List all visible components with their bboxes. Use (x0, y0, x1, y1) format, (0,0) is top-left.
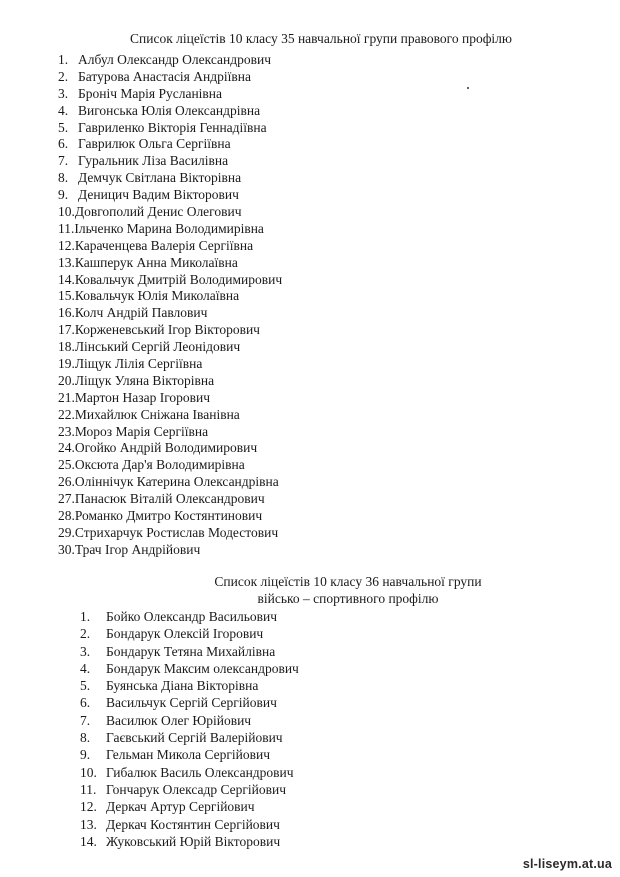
list-item-number: 14. (80, 833, 97, 849)
list-item-number: 6. (58, 136, 69, 152)
list-item (80, 694, 299, 711)
student-name: Мартон Назар Ігорович (74, 389, 211, 405)
list-item (80, 677, 299, 694)
list-item-number: 24. (58, 440, 75, 456)
group-36-title (0, 573, 620, 607)
list-item (58, 457, 282, 474)
list-item (58, 474, 282, 491)
list-item-number: 5. (80, 678, 91, 694)
student-name: Демчук Світлана Вікторівна (78, 170, 242, 186)
student-name: Кашперук Анна Миколаївна (74, 254, 238, 270)
list-item (58, 440, 282, 457)
list-item-number: 4. (58, 102, 69, 118)
list-item-number: 29. (58, 524, 75, 540)
scan-speck (467, 87, 469, 89)
student-name: Батурова Анастасія Андріївна (78, 68, 251, 84)
list-item (80, 816, 299, 833)
list-item (80, 833, 299, 850)
list-item-number: 2. (80, 626, 91, 642)
list-item (58, 170, 282, 187)
list-item (80, 660, 299, 677)
list-item-number: 8. (80, 730, 91, 746)
list-item-number: 13. (80, 816, 97, 832)
list-item (58, 204, 282, 221)
list-item (58, 69, 282, 86)
list-item (58, 508, 282, 525)
student-name: Деркач Костянтин Сергійович (106, 816, 280, 832)
student-name: Ковальчук Юлія Миколаївна (74, 288, 240, 304)
list-item-number: 12. (58, 237, 75, 253)
list-item (58, 136, 282, 153)
student-name: Буянська Діана Вікторівна (106, 678, 259, 694)
list-item (80, 643, 299, 660)
list-item (80, 712, 299, 729)
student-name: Бондарук Максим олександрович (106, 660, 299, 676)
group-35-title: Список ліцеїстів 10 класу 35 навчальної групи правового профілю (130, 31, 513, 46)
list-item (58, 187, 282, 204)
student-name: Трач Ігор Андрійович (74, 541, 201, 557)
list-item-number: 7. (80, 712, 91, 728)
list-item (58, 288, 282, 305)
list-item (80, 746, 299, 763)
student-name: Бойко Олександр Васильович (106, 609, 278, 624)
list-item-number: 18. (58, 339, 75, 355)
list-item (58, 272, 282, 289)
student-name: Деркач Артур Сергійович (106, 799, 255, 815)
list-item-number: 5. (58, 119, 69, 135)
list-item (58, 238, 282, 255)
student-name: Албул Олександр Олександрович (78, 52, 272, 67)
list-item (58, 525, 282, 542)
list-item-number: 1. (58, 52, 69, 67)
student-name: Ковальчук Дмитрій Володимирович (74, 271, 283, 287)
student-name: Ліщук Уляна Вікторівна (74, 372, 215, 388)
group-35-list (58, 52, 282, 559)
student-name: Гаврилюк Ольга Сергіївна (78, 136, 231, 152)
student-name: Ільченко Марина Володимирівна (74, 220, 264, 236)
list-item-number: 6. (80, 695, 91, 711)
list-item-number: 30. (58, 541, 75, 557)
list-item-number: 3. (58, 85, 69, 101)
student-name: Колч Андрій Павлович (74, 305, 208, 321)
student-name: Оксюта Дар'я Володимирівна (74, 457, 245, 473)
list-item-number: 1. (80, 609, 91, 624)
group-36-list (80, 608, 299, 850)
list-item (80, 781, 299, 798)
list-item (58, 221, 282, 238)
list-item (58, 322, 282, 339)
student-name: Броніч Марія Русланівна (78, 85, 223, 101)
list-item (58, 305, 282, 322)
list-item-number: 10. (80, 764, 97, 780)
list-item-number: 7. (58, 153, 69, 169)
list-item-number: 22. (58, 406, 75, 422)
student-name: Панасюк Віталій Олександрович (74, 491, 265, 507)
student-name: Деницич Вадим Вікторович (78, 187, 239, 203)
list-item (58, 373, 282, 390)
student-name: Бондарук Тетяна Михайлівна (106, 643, 276, 659)
list-item-number: 11. (58, 220, 75, 236)
list-item (58, 52, 282, 69)
student-name: Гончарук Олексадр Сергійович (106, 781, 287, 797)
list-item (58, 542, 282, 559)
list-item (58, 103, 282, 120)
list-item-number: 26. (58, 474, 75, 490)
student-name: Огойко Андрій Володимирович (74, 440, 258, 456)
list-item-number: 25. (58, 457, 75, 473)
list-item-number: 13. (58, 254, 75, 270)
list-item-number: 21. (58, 389, 75, 405)
list-item (80, 798, 299, 815)
student-name: Васильчук Сергій Сергійович (106, 695, 277, 711)
list-item (58, 120, 282, 137)
list-item-number: 4. (80, 660, 91, 676)
list-item-number: 20. (58, 372, 75, 388)
list-item-number: 19. (58, 356, 75, 372)
student-name: Гавриленко Вікторія Геннадіївна (78, 119, 267, 135)
list-item-number: 12. (80, 799, 97, 815)
student-name: Лінський Сергій Леонідович (74, 339, 241, 355)
site-watermark[interactable]: sl-liseym.at.ua (522, 857, 612, 871)
list-item (58, 86, 282, 103)
student-name: Бондарук Олексій Ігорович (106, 626, 264, 642)
student-name: Гуральник Ліза Василівна (78, 153, 229, 169)
list-item-number: 17. (58, 322, 75, 338)
list-item-number: 2. (58, 68, 69, 84)
list-item-number: 16. (58, 305, 75, 321)
list-item (58, 255, 282, 272)
student-name: Оліннічук Катерина Олександрівна (74, 474, 279, 490)
list-item (58, 424, 282, 441)
student-name: Василюк Олег Юрійович (106, 712, 252, 728)
list-item (58, 339, 282, 356)
list-item-number: 8. (58, 170, 69, 186)
student-name: Корженевський Ігор Вікторович (74, 322, 260, 338)
student-name: Жуковський Юрій Вікторович (106, 833, 281, 849)
student-name: Романко Дмитро Костянтинович (74, 508, 263, 524)
group-36-title-line2: військо – спортивного профілю (257, 591, 439, 606)
list-item (58, 407, 282, 424)
list-item-number: 3. (80, 643, 91, 659)
list-item-number: 23. (58, 423, 75, 439)
list-item (58, 356, 282, 373)
student-name: Караченцева Валерія Сергіївна (74, 237, 254, 253)
list-item-number: 15. (58, 288, 75, 304)
group-36-title-line1: Список ліцеїстів 10 класу 36 навчальної групи (214, 574, 482, 589)
list-item-number: 27. (58, 491, 75, 507)
list-item-number: 9. (80, 747, 91, 763)
list-item (80, 764, 299, 781)
list-item (80, 608, 299, 625)
list-item-number: 11. (80, 781, 97, 797)
list-item (58, 390, 282, 407)
list-item (58, 153, 282, 170)
student-name: Ліщук Лілія Сергіївна (74, 356, 203, 372)
list-item (80, 729, 299, 746)
student-name: Михайлюк Сніжана Іванівна (74, 406, 240, 422)
student-name: Стрихарчук Ростислав Модестович (74, 524, 279, 540)
list-item (80, 625, 299, 642)
student-name: Гаєвський Сергій Валерійович (106, 730, 283, 746)
list-item (58, 491, 282, 508)
student-name: Довгополий Денис Олегович (74, 204, 242, 220)
student-name: Гельман Микола Сергійович (106, 747, 271, 763)
student-name: Гибалюк Василь Олександрович (106, 764, 294, 780)
student-name: Мороз Марія Сергіївна (74, 423, 209, 439)
student-name: Вигонська Юлія Олександрівна (78, 102, 261, 118)
list-item-number: 10. (58, 204, 75, 220)
list-item-number: 9. (58, 187, 69, 203)
list-item-number: 14. (58, 271, 75, 287)
list-item-number: 28. (58, 508, 75, 524)
